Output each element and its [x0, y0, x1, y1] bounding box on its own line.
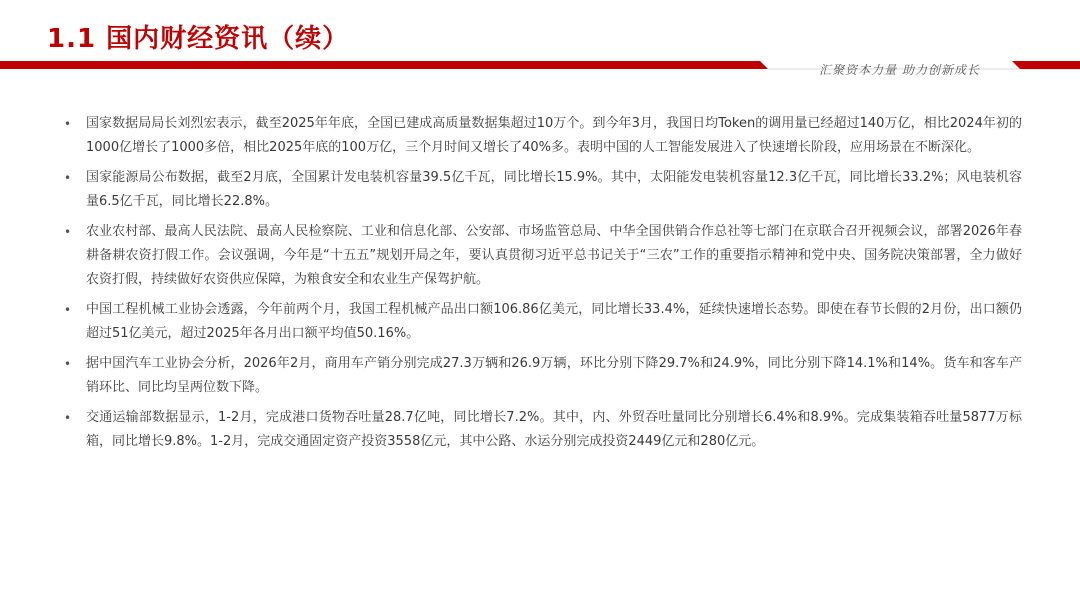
bullet-icon: • — [64, 117, 72, 131]
news-text: 中国工程机械工业协会透露，今年前两个月，我国工程机械产品出口额106.86亿美元，同比增长33.4%，延续快速增长态势。即使在春节长假的2月份，出口额仍超过51亿美元，超过2025年各月出口额平均值50.16%。 — [86, 302, 1022, 341]
header-red-bar-right — [1012, 61, 1080, 69]
news-text: 农业农村部、最高人民法院、最高人民检察院、工业和信息化部、公安部、市场监管总局、中华全国供销合作总社等七部门在京联合召开视频会议，部署2026年春耕备耕农资打假工作。会议强调，今年是“十五五”规划开局之年，要认真贯彻习近平总书记关于“三农”工作的重要指示精神和党中央、国务院决策部署，全力做好农资打假，持续做好农资供应保障，为粮食安全和农业生产保驾护航。 — [86, 224, 1022, 287]
news-text: 国家能源局公布数据，截至2月底，全国累计发电装机容量39.5亿千瓦，同比增长15.9%。其中，太阳能发电装机容量12.3亿千瓦，同比增长33.2%；风电装机容量6.5亿千瓦，同比增长22.8%。 — [86, 170, 1022, 209]
header-red-bar-left — [0, 61, 768, 69]
news-item — [62, 166, 1022, 214]
page-title: 1.1 国内财经资讯（续） — [47, 24, 350, 54]
news-item — [62, 220, 1022, 292]
bullet-icon: • — [64, 171, 72, 185]
news-item — [62, 352, 1022, 400]
bullet-icon: • — [64, 357, 72, 371]
news-text: 据中国汽车工业协会分析，2026年2月，商用车产销分别完成27.3万辆和26.9万辆，环比分别下降29.7%和24.9%，同比分别下降14.1%和14%。货车和客车产销环比、同比均呈两位数下降。 — [86, 356, 1022, 395]
news-text: 交通运输部数据显示，1-2月，完成港口货物吞吐量28.7亿吨，同比增长7.2%。其中，内、外贸吞吐量同比分别增长6.4%和8.9%。完成集装箱吞吐量5877万标箱，同比增长9.8%。1-2月，完成交通固定资产投资3558亿元，其中公路、水运分别完成投资2449亿元和280亿元。 — [86, 410, 1022, 449]
bullet-icon: • — [64, 303, 72, 317]
bullet-icon: • — [64, 225, 72, 239]
slide-header — [0, 0, 1080, 90]
news-item — [62, 406, 1022, 454]
news-item — [62, 112, 1022, 160]
bullet-icon: • — [64, 411, 72, 425]
slogan-text: 汇聚资本力量 助力创新成长 — [819, 63, 980, 77]
news-item — [62, 298, 1022, 346]
news-text: 国家数据局局长刘烈宏表示，截至2025年年底，全国已建成高质量数据集超过10万个。到今年3月，我国日均Token的调用量已经超过140万亿，相比2024年初的1000亿增长了1000多倍，相比2025年底的100万亿，三个月时间又增长了40%多。表明中国的人工智能发展进入了快速增长阶段，应用场景在不断深化。 — [86, 116, 1022, 155]
news-content — [62, 112, 1022, 460]
news-list — [62, 112, 1022, 454]
